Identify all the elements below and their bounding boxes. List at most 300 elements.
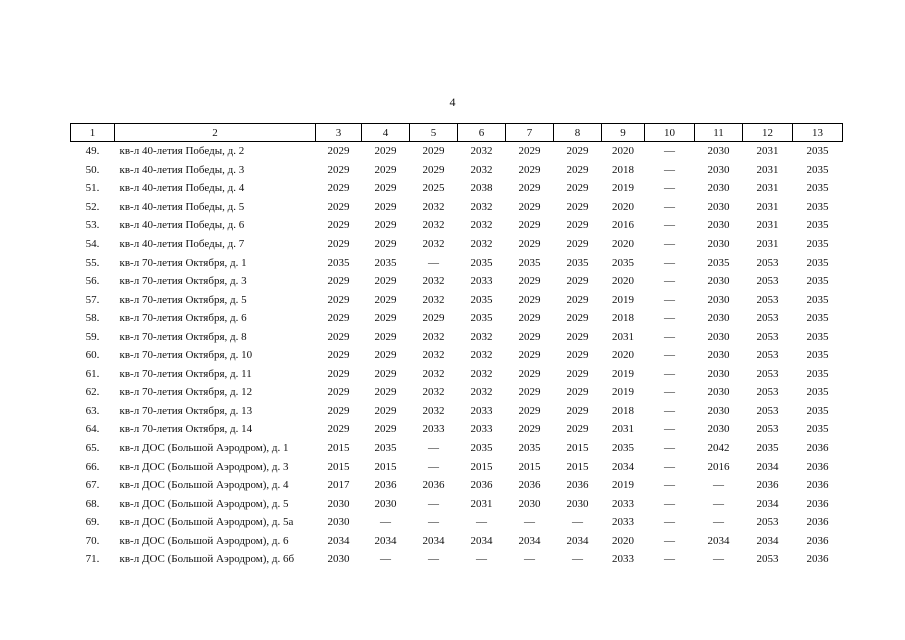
year-cell: 2030 (707, 293, 730, 306)
row-number-cell: 71. (85, 553, 100, 566)
year-cell: 2035 (806, 256, 829, 269)
year-cell: 2035 (806, 404, 829, 417)
year-cell: 2035 (806, 349, 829, 362)
year-cell: 2035 (612, 256, 634, 269)
year-cell: 2035 (806, 238, 829, 250)
year-cell: 2036 (806, 534, 829, 547)
year-cell: 2053 (756, 256, 779, 269)
year-cell: 2030 (707, 275, 730, 288)
year-cell: — (572, 553, 583, 566)
year-cell: 2032 (422, 404, 445, 417)
table-header (71, 124, 843, 142)
year-cell: 2016 (612, 219, 634, 232)
year-cell: — (428, 553, 439, 566)
year-cell: 2032 (470, 330, 493, 343)
page-number: 4 (449, 95, 456, 109)
year-cell: 2029 (422, 312, 445, 325)
year-cell: — (664, 256, 675, 269)
table-row (71, 531, 843, 550)
year-cell: 2035 (470, 442, 493, 455)
year-cell: 2030 (707, 238, 730, 250)
year-cell: 2034 (756, 460, 779, 473)
year-cell: 2036 (806, 442, 829, 455)
year-cell: 2030 (707, 349, 730, 362)
column-header-3: 3 (316, 124, 362, 142)
year-cell: 2029 (566, 312, 589, 325)
year-cell: 2029 (327, 367, 350, 380)
year-cell: 2031 (612, 330, 634, 343)
year-cell: 2034 (327, 534, 350, 547)
year-cell: 2035 (327, 256, 350, 269)
year-cell: 2029 (518, 386, 541, 399)
year-cell: 2033 (612, 497, 634, 510)
year-cell: — (664, 534, 675, 547)
year-cell: — (664, 293, 675, 306)
year-cell: 2034 (566, 534, 589, 547)
year-cell: 2029 (374, 367, 397, 380)
year-cell: 2030 (518, 497, 541, 510)
row-number-cell: 68. (85, 497, 100, 510)
year-cell: 2030 (707, 145, 730, 158)
year-cell: 2029 (327, 145, 350, 158)
year-cell: 2029 (518, 182, 541, 195)
address-cell: кв-л 70-летия Октября, д. 3 (119, 275, 247, 288)
table-row (71, 476, 843, 495)
column-header-2: 2 (115, 124, 316, 142)
year-cell: 2032 (422, 275, 445, 288)
table-row (71, 327, 843, 346)
year-cell: — (664, 367, 675, 380)
year-cell: 2029 (374, 219, 397, 232)
table-row (71, 402, 843, 421)
column-header-12: 12 (743, 124, 793, 142)
address-cell: кв-л 70-летия Октября, д. 5 (119, 293, 247, 306)
year-cell: 2036 (566, 479, 589, 492)
table-row (71, 216, 843, 235)
year-cell: — (664, 460, 675, 473)
year-cell: 2035 (806, 367, 829, 380)
year-cell: 2029 (566, 200, 589, 213)
year-cell: 2032 (422, 386, 445, 399)
year-cell: 2035 (374, 256, 397, 269)
year-cell: 2030 (374, 497, 397, 510)
year-cell: 2015 (327, 460, 350, 473)
table-row (71, 494, 843, 513)
year-cell: — (664, 275, 675, 288)
address-cell: кв-л 40-летия Победы, д. 6 (119, 219, 245, 232)
year-cell: 2031 (756, 145, 779, 158)
year-cell: 2029 (566, 293, 589, 306)
year-cell: 2053 (756, 349, 779, 362)
year-cell: 2029 (374, 200, 397, 213)
year-cell: 2019 (612, 386, 634, 399)
year-cell: 2031 (470, 497, 493, 510)
year-cell: — (664, 404, 675, 417)
table-row (71, 142, 843, 161)
year-cell: 2015 (518, 460, 541, 473)
year-cell: 2029 (566, 182, 589, 195)
year-cell: 2029 (518, 200, 541, 213)
year-cell: 2030 (707, 330, 730, 343)
address-cell: кв-л 40-летия Победы, д. 7 (119, 238, 245, 250)
year-cell: 2029 (327, 200, 350, 213)
year-cell: 2029 (374, 293, 397, 306)
year-cell: 2029 (518, 312, 541, 325)
year-cell: 2020 (612, 238, 634, 250)
year-cell: — (664, 163, 675, 176)
year-cell: 2033 (470, 275, 493, 288)
year-cell: 2029 (327, 293, 350, 306)
year-cell: 2029 (327, 163, 350, 176)
row-number-cell: 50. (85, 163, 100, 176)
year-cell: 2032 (422, 238, 445, 250)
table-row (71, 513, 843, 532)
year-cell: 2029 (518, 367, 541, 380)
year-cell: 2031 (756, 219, 779, 232)
address-cell: кв-л 70-летия Октября, д. 13 (119, 404, 253, 417)
year-cell: 2029 (422, 163, 445, 176)
year-cell: 2032 (470, 200, 493, 213)
year-cell: 2053 (756, 553, 779, 566)
year-cell: 2030 (707, 404, 730, 417)
year-cell: 2029 (518, 275, 541, 288)
year-cell: 2053 (756, 330, 779, 343)
year-cell: 2034 (756, 497, 779, 510)
year-cell: 2034 (422, 534, 445, 547)
year-cell: 2020 (612, 534, 634, 547)
year-cell: 2035 (806, 182, 829, 195)
address-cell: кв-л 70-летия Октября, д. 11 (119, 367, 252, 380)
year-cell: 2036 (374, 479, 397, 492)
year-cell: 2032 (470, 349, 493, 362)
year-cell: 2035 (470, 256, 493, 269)
address-cell: кв-л ДОС (Большой Аэродром), д. 6 (119, 534, 289, 547)
year-cell: — (524, 516, 535, 529)
year-cell: 2019 (612, 479, 634, 492)
year-cell: 2029 (374, 330, 397, 343)
year-cell: 2032 (470, 238, 493, 250)
year-cell: 2020 (612, 200, 634, 213)
year-cell: 2035 (806, 293, 829, 306)
year-cell: 2032 (422, 293, 445, 306)
year-cell: 2036 (806, 516, 829, 529)
address-cell: кв-л ДОС (Большой Аэродром), д. 1 (119, 442, 289, 455)
year-cell: 2015 (566, 442, 589, 455)
year-cell: 2030 (327, 553, 350, 566)
year-cell: 2029 (566, 219, 589, 232)
year-cell: 2019 (612, 367, 634, 380)
column-header-1: 1 (71, 124, 115, 142)
row-number-cell: 52. (85, 200, 100, 213)
row-number-cell: 70. (85, 534, 100, 547)
year-cell: 2029 (518, 219, 541, 232)
year-cell: 2030 (707, 163, 730, 176)
year-cell: 2035 (806, 163, 829, 176)
address-cell: кв-л 70-летия Октября, д. 8 (119, 330, 247, 343)
year-cell: 2029 (327, 219, 350, 232)
table-row (71, 309, 843, 328)
table-row (71, 253, 843, 272)
year-cell: 2030 (707, 386, 730, 399)
year-cell: — (664, 238, 675, 250)
year-cell: 2034 (707, 534, 730, 547)
year-cell: 2035 (518, 442, 541, 455)
year-cell: 2031 (756, 163, 779, 176)
table-body (71, 142, 843, 569)
year-cell: — (476, 553, 487, 566)
year-cell: 2029 (566, 238, 589, 250)
year-cell: 2036 (806, 479, 829, 492)
row-number-cell: 49. (85, 145, 100, 158)
year-cell: 2029 (327, 404, 350, 417)
year-cell: 2029 (374, 404, 397, 417)
year-cell: 2033 (612, 516, 634, 529)
year-cell: 2029 (566, 386, 589, 399)
year-cell: 2031 (756, 238, 779, 250)
year-cell: 2025 (422, 182, 445, 195)
table-row (71, 198, 843, 217)
year-cell: 2030 (707, 182, 730, 195)
year-cell: 2035 (806, 219, 829, 232)
year-cell: 2032 (470, 386, 493, 399)
year-cell: 2029 (566, 367, 589, 380)
column-header-10: 10 (645, 124, 695, 142)
address-cell: кв-л 40-летия Победы, д. 5 (119, 200, 245, 213)
year-cell: 2032 (470, 367, 493, 380)
year-cell: 2029 (327, 423, 350, 436)
year-cell: 2032 (422, 200, 445, 213)
year-cell: 2029 (518, 293, 541, 306)
year-cell: 2017 (327, 479, 350, 492)
column-header-13: 13 (793, 124, 843, 142)
year-cell: — (380, 516, 391, 529)
row-number-cell: 54. (85, 238, 100, 250)
year-cell: 2053 (756, 386, 779, 399)
year-cell: 2029 (518, 330, 541, 343)
year-cell: 2031 (756, 200, 779, 213)
year-cell: 2035 (806, 423, 829, 436)
year-cell: 2032 (470, 145, 493, 158)
year-cell: 2035 (806, 330, 829, 343)
year-cell: 2020 (612, 275, 634, 288)
column-header-6: 6 (458, 124, 506, 142)
year-cell: 2029 (374, 145, 397, 158)
year-cell: 2035 (806, 200, 829, 213)
year-cell: 2032 (422, 349, 445, 362)
header-row (71, 124, 843, 142)
year-cell: 2053 (756, 516, 779, 529)
column-header-7: 7 (506, 124, 554, 142)
year-cell: 2029 (374, 312, 397, 325)
year-cell: — (664, 312, 675, 325)
year-cell: 2032 (422, 367, 445, 380)
table-row (71, 457, 843, 476)
year-cell: 2036 (422, 479, 445, 492)
year-cell: 2029 (374, 275, 397, 288)
year-cell: — (664, 200, 675, 213)
year-cell: 2029 (374, 163, 397, 176)
year-cell: 2032 (422, 330, 445, 343)
year-cell: — (476, 516, 487, 529)
row-number-cell: 58. (85, 312, 100, 325)
year-cell: — (428, 460, 439, 473)
year-cell: 2053 (756, 404, 779, 417)
year-cell: 2035 (470, 293, 493, 306)
schedule-table (70, 123, 843, 569)
year-cell: — (572, 516, 583, 529)
year-cell: 2033 (612, 553, 634, 566)
year-cell: 2053 (756, 423, 779, 436)
year-cell: — (664, 553, 675, 566)
year-cell: 2020 (612, 349, 634, 362)
address-cell: кв-л 40-летия Победы, д. 3 (119, 163, 245, 176)
year-cell: — (664, 479, 675, 492)
year-cell: 2030 (707, 200, 730, 213)
year-cell: 2035 (566, 256, 589, 269)
year-cell: — (524, 553, 535, 566)
address-cell: кв-л 70-летия Октября, д. 10 (119, 349, 253, 362)
year-cell: 2029 (518, 163, 541, 176)
year-cell: 2036 (806, 553, 829, 566)
year-cell: 2029 (518, 349, 541, 362)
year-cell: 2020 (612, 145, 634, 158)
year-cell: 2019 (612, 293, 634, 306)
year-cell: — (664, 442, 675, 455)
year-cell: 2029 (327, 182, 350, 195)
year-cell: 2035 (374, 442, 397, 455)
year-cell: 2029 (327, 238, 350, 250)
year-cell: 2029 (566, 404, 589, 417)
column-header-11: 11 (695, 124, 743, 142)
year-cell: 2033 (470, 423, 493, 436)
year-cell: — (380, 553, 391, 566)
year-cell: 2035 (806, 145, 829, 158)
year-cell: 2029 (566, 163, 589, 176)
column-header-4: 4 (362, 124, 410, 142)
year-cell: 2030 (327, 516, 350, 529)
year-cell: — (428, 442, 439, 455)
year-cell: 2029 (518, 423, 541, 436)
row-number-cell: 59. (85, 330, 100, 343)
year-cell: 2033 (470, 404, 493, 417)
year-cell: — (428, 516, 439, 529)
year-cell: 2029 (374, 386, 397, 399)
row-number-cell: 53. (85, 219, 100, 232)
year-cell: — (713, 479, 724, 492)
year-cell: — (664, 349, 675, 362)
year-cell: — (664, 145, 675, 158)
year-cell: 2034 (756, 534, 779, 547)
address-cell: кв-л 40-летия Победы, д. 4 (119, 182, 245, 195)
row-number-cell: 66. (85, 460, 100, 473)
row-number-cell: 63. (85, 404, 100, 417)
year-cell: — (664, 386, 675, 399)
address-cell: кв-л 70-летия Октября, д. 14 (119, 423, 253, 436)
year-cell: 2034 (518, 534, 541, 547)
table-row (71, 161, 843, 180)
column-header-9: 9 (602, 124, 645, 142)
table-row (71, 420, 843, 439)
year-cell: 2018 (612, 163, 634, 176)
table-row (71, 179, 843, 198)
address-cell: кв-л ДОС (Большой Аэродром), д. 6б (119, 553, 295, 566)
year-cell: 2031 (756, 182, 779, 195)
year-cell: 2033 (422, 423, 445, 436)
table-row (71, 439, 843, 458)
address-cell: кв-л ДОС (Большой Аэродром), д. 5 (119, 497, 289, 510)
table-row (71, 550, 843, 569)
row-number-cell: 61. (85, 367, 100, 380)
address-cell: кв-л 70-летия Октября, д. 6 (119, 312, 247, 325)
year-cell: 2029 (374, 423, 397, 436)
year-cell: 2035 (470, 312, 493, 325)
year-cell: 2029 (566, 330, 589, 343)
address-cell: кв-л 70-летия Октября, д. 12 (119, 386, 253, 399)
year-cell: — (713, 553, 724, 566)
year-cell: 2035 (806, 386, 829, 399)
year-cell: — (664, 423, 675, 436)
year-cell: 2029 (566, 145, 589, 158)
year-cell: 2030 (707, 423, 730, 436)
year-cell: 2038 (470, 182, 493, 195)
year-cell: 2029 (374, 182, 397, 195)
year-cell: 2030 (707, 367, 730, 380)
row-number-cell: 69. (85, 516, 100, 529)
table-row (71, 383, 843, 402)
year-cell: — (664, 497, 675, 510)
year-cell: 2029 (327, 330, 350, 343)
year-cell: — (713, 497, 724, 510)
address-cell: кв-л ДОС (Большой Аэродром), д. 3 (119, 460, 289, 473)
column-header-8: 8 (554, 124, 602, 142)
year-cell: 2029 (518, 238, 541, 250)
year-cell: 2029 (566, 275, 589, 288)
year-cell: 2029 (374, 349, 397, 362)
year-cell: 2015 (566, 460, 589, 473)
year-cell: 2053 (756, 275, 779, 288)
year-cell: 2053 (756, 312, 779, 325)
year-cell: 2029 (327, 386, 350, 399)
year-cell: 2029 (422, 145, 445, 158)
year-cell: 2032 (470, 163, 493, 176)
year-cell: 2019 (612, 182, 634, 195)
year-cell: 2036 (470, 479, 493, 492)
year-cell: 2035 (612, 442, 634, 455)
year-cell: 2029 (327, 312, 350, 325)
address-cell: кв-л ДОС (Большой Аэродром), д. 5а (119, 516, 294, 529)
table-row (71, 346, 843, 365)
year-cell: 2030 (566, 497, 589, 510)
row-number-cell: 67. (85, 479, 100, 492)
year-cell: 2032 (422, 219, 445, 232)
row-number-cell: 57. (85, 293, 100, 306)
year-cell: 2018 (612, 404, 634, 417)
year-cell: 2053 (756, 293, 779, 306)
address-cell: кв-л 70-летия Октября, д. 1 (119, 256, 247, 269)
year-cell: — (664, 516, 675, 529)
year-cell: 2029 (518, 145, 541, 158)
row-number-cell: 62. (85, 386, 100, 399)
year-cell: 2015 (374, 460, 397, 473)
row-number-cell: 65. (85, 442, 100, 455)
year-cell: 2018 (612, 312, 634, 325)
year-cell: 2053 (756, 367, 779, 380)
year-cell: 2015 (327, 442, 350, 455)
year-cell: 2032 (470, 219, 493, 232)
year-cell: 2034 (374, 534, 397, 547)
year-cell: 2016 (707, 460, 730, 473)
year-cell: 2035 (707, 256, 730, 269)
